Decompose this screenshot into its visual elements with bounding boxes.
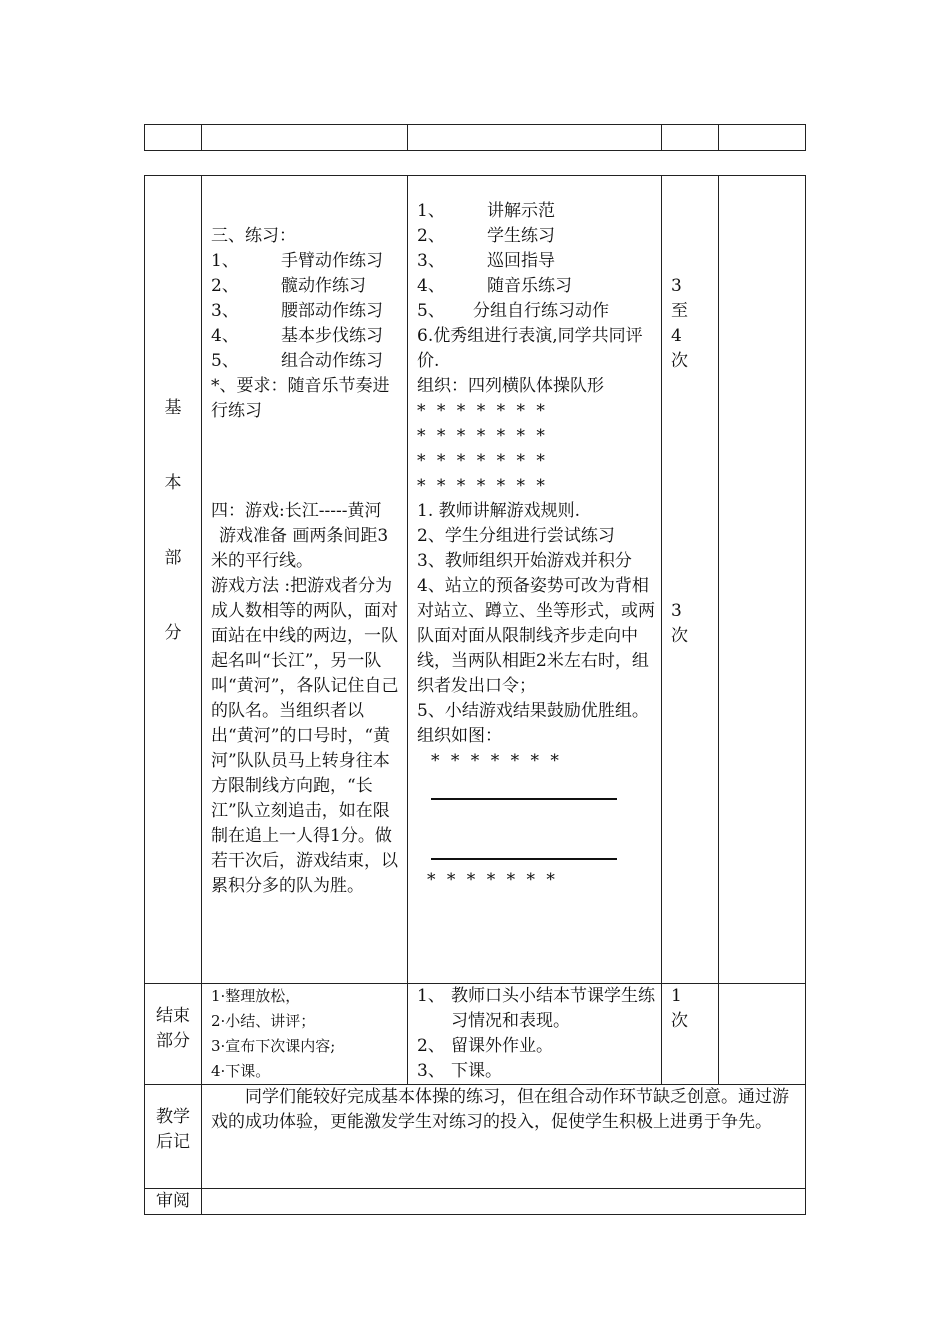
ending-item: 2·小结、讲评； [211,1012,316,1030]
game-step: 2、学生分组进行尝试练习 [417,526,615,546]
main-part-content [202,176,408,984]
times-char: 3 [671,276,682,296]
formation-row: * * * * * * * [417,476,548,496]
empty-cell [719,125,806,151]
label-char: 分 [164,623,182,643]
ending-item: 3·宣布下次课内容; [211,1037,336,1055]
game-method: 游戏方法 :把游戏者分为成人数相等的两队，面对面站在中线的两边，一队起名叫“长江”，另一队叫“黄河”，各队记住自己的队名。当组织者以出“黄河”的口号时，“黄河”队队员马上转身往本方限制线方向跑，“长江”队立刻追击，如在限制在追上一人得1分。做若干次后，游戏结束，以累积分多的队为胜。 [211,576,399,896]
org-step: 2、 学生练习 [417,226,555,246]
main-part-times [662,176,719,984]
game-step: 1. 教师讲解游戏规则. [417,501,581,521]
main-part-row [145,176,806,984]
diagram-bottom-row: * * * * * * * [427,870,558,890]
practice-item: 2、 髋动作练习 [211,276,366,296]
times-char: 至 [671,301,688,321]
org-step: 4、 随音乐练习 [417,276,572,296]
practice-requirement: *、要求：随音乐节奏进行练习 [211,376,390,421]
ending-item: 4·下课。 [211,1062,271,1080]
empty-cell [408,125,662,151]
game-title: 四：游戏:长江-----黄河 [211,501,382,521]
review-row [145,1189,806,1215]
ending-item: 1·整理放松， [211,987,301,1005]
diagram-top-row: * * * * * * * [431,751,562,771]
org-step-6: 6.优秀组进行表演,同学共同评价. [417,326,643,371]
notes-row [145,1085,806,1189]
diagram-label: 组织如图： [417,726,502,746]
formation-label: 组织：四列横队体操队形 [417,376,604,396]
game-prep: 游戏准备 画两条间距3米的平行线。 [211,526,389,571]
empty-cell [662,125,719,151]
practice-item: 5、 组合动作练习 [211,351,383,371]
header-row-table [144,124,806,151]
label-char: 部 [164,548,182,568]
review-empty [202,1189,806,1215]
ending-part-organization [408,984,662,1085]
game-step: 4、站立的预备姿势可改为背相对站立、蹲立、坐等形式，或两队面对面从限制线齐步走向中线，当两队相距2米左右时，组织者发出口令； [417,576,655,696]
practice-item: 1、 手臂动作练习 [211,251,383,271]
practice-title: 三、练习： [211,226,296,246]
ending-org-item: 3、 下课。 [417,1061,502,1081]
notes-text: 同学们能较好完成基本体操的练习，但在组合动作环节缺乏创意。通过游戏的成功体验，更能激发学生对练习的投入，促使学生积极上进勇于争先。 [202,1085,806,1189]
formation-row: * * * * * * * [417,401,548,421]
empty-cell [202,125,408,151]
main-part-label [145,176,202,984]
formation-row: * * * * * * * [417,426,548,446]
org-step: 5、 分组自行练习动作 [417,301,609,321]
game-step: 3、教师组织开始游戏并积分 [417,551,632,571]
times-char: 次 [671,351,688,371]
org-step: 3、 巡回指导 [417,251,555,271]
times-char: 4 [671,326,682,346]
ending-org-item: 1、 教师口头小结本节课学生练习情况和表现。 [417,986,655,1031]
org-step: 1、 讲解示范 [417,201,555,221]
label-char: 本 [164,473,182,493]
ending-org-item: 2、 留课外作业。 [417,1036,553,1056]
ending-part-times: 1 次 [662,984,719,1085]
times-char: 次 [671,626,688,646]
times-char: 3 [671,601,682,621]
ending-part-row [145,984,806,1085]
practice-item: 4、 基本步伐练习 [211,326,383,346]
lesson-plan-table [144,175,806,1215]
review-label: 审阅 [145,1189,202,1215]
notes-label: 教学 后记 [145,1085,202,1189]
main-part-notes-cell [719,176,806,984]
practice-item: 3、 腰部动作练习 [211,301,383,321]
main-part-organization [408,176,662,984]
label-char: 基 [164,398,182,418]
game-step: 5、小结游戏结果鼓励优胜组。 [417,701,649,721]
formation-row: * * * * * * * [417,451,548,471]
ending-part-label: 结束 部分 [145,984,202,1085]
empty-cell [145,125,202,151]
ending-part-content [202,984,408,1085]
ending-part-empty [719,984,806,1085]
